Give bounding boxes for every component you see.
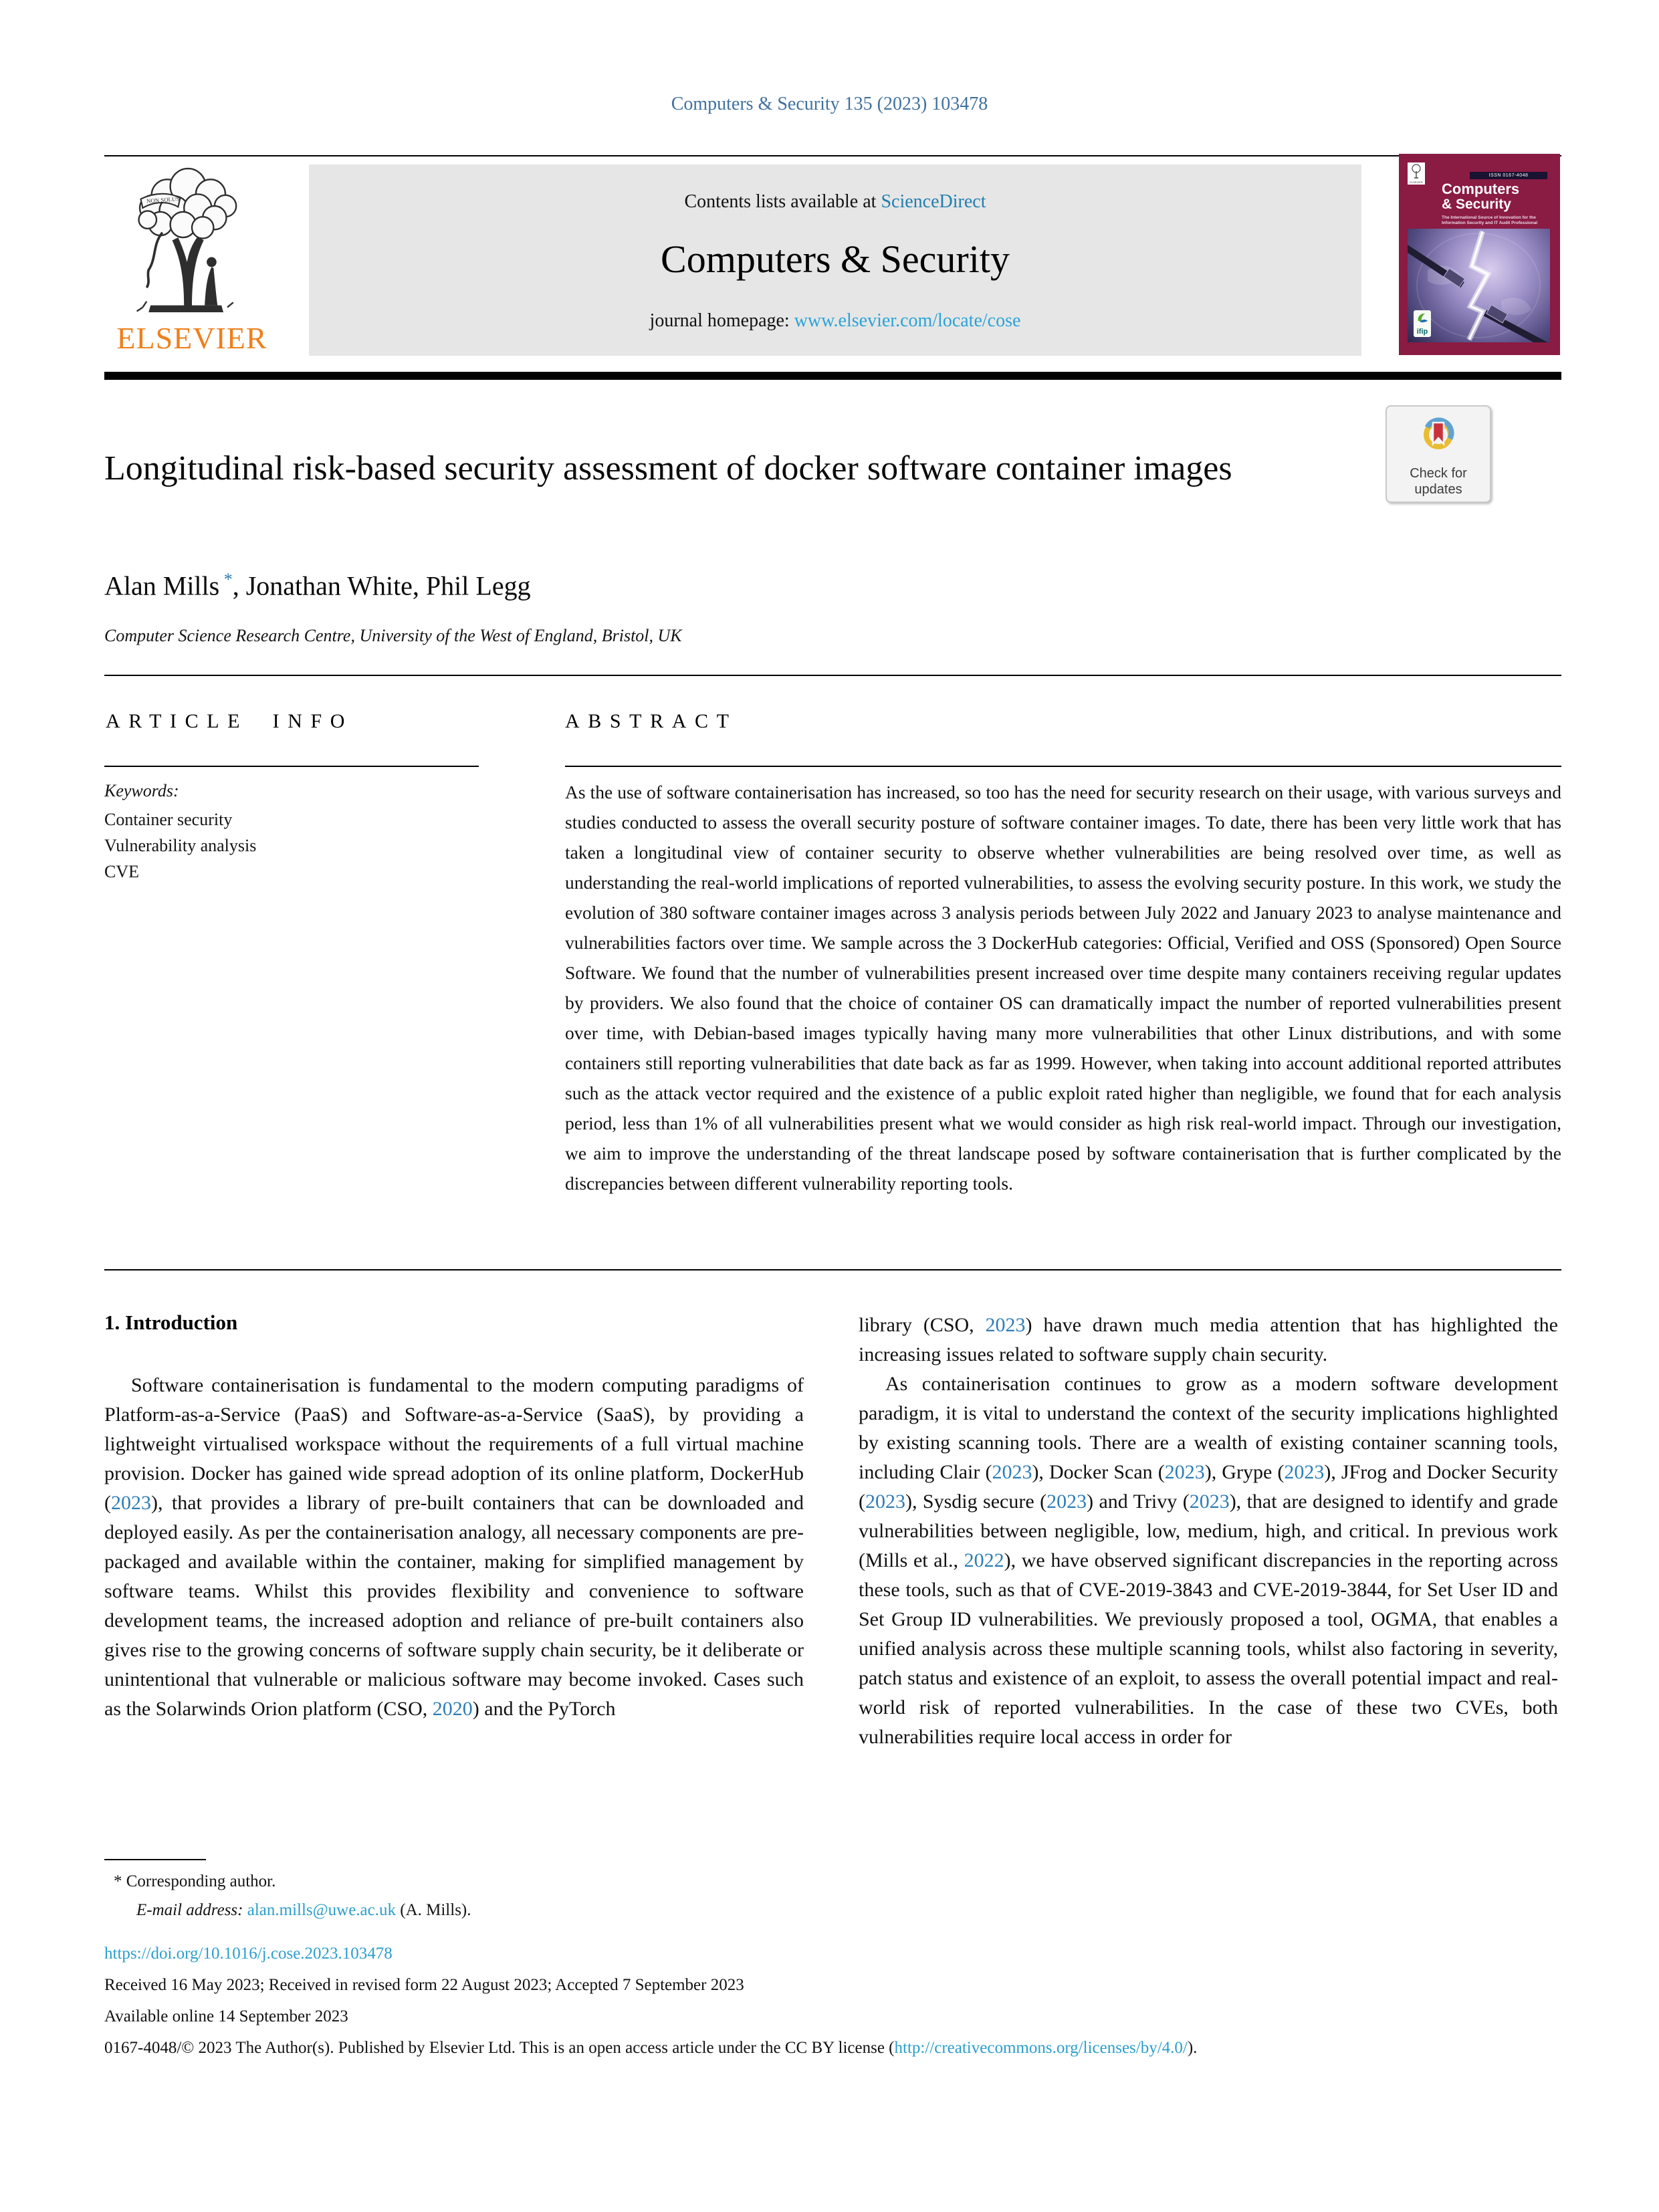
header-black-bar bbox=[104, 372, 1561, 380]
text-span: (A. Mills). bbox=[396, 1901, 471, 1919]
text-span: , Jonathan White, Phil Legg bbox=[232, 570, 531, 601]
affiliation: Computer Science Research Centre, University of the West of England, Bristol, UK bbox=[104, 626, 682, 645]
text-span: ), JFrog and Docker Security ( bbox=[859, 1461, 1559, 1513]
text-span: ) have drawn much media attention that has highlighted the increasing issues related to software supply chain security. bbox=[859, 1314, 1558, 1365]
journal-citation: Computers & Security 135 (2023) 103478 bbox=[671, 94, 988, 114]
elsevier-wordmark: ELSEVIER bbox=[116, 321, 267, 355]
contents-line bbox=[309, 191, 1361, 213]
text-span: ) and Trivy ( bbox=[1087, 1490, 1190, 1513]
article-title: Longitudinal risk-based security assessment of docker software container images bbox=[104, 449, 1232, 487]
text-span: Software containerisation is fundamental to the modern computing paradigms of Platform-as-a-Service (PaaS) and Software-as-a-Service (SaaS), by providing a lightweight virtualised workspace without the requirements of a full virtual machine provision. Docker has gained wide spread adoption of its online platform, DockerHub ( bbox=[104, 1374, 804, 1514]
available-online: Available online 14 September 2023 bbox=[104, 2007, 348, 2025]
text-span: Alan Mills bbox=[104, 570, 220, 601]
cover-title-line2: & Security bbox=[1442, 197, 1511, 212]
inline-link[interactable]: 2023 bbox=[1046, 1490, 1087, 1513]
text-span: ). bbox=[1187, 2039, 1198, 2057]
abstract-text: As the use of software containerisation has increased, so too has the need for security research on their usage, with various surveys and studies conducted to assess the overall security posture of software container images. To date, there has been very little work that has taken a longitudinal view of container security to observe whether vulnerabilities are being resolved over time, as well as understanding the real-world implications of reported vulnerabilities, to assess the evolving security posture. In this work, we study the evolution of 380 software container images across 3 analysis periods between July 2022 and January 2023 to analyse maintenance and vulnerabilities factors over time. We sample across the 3 DockerHub categories: Official, Verified and OSS (Sponsored) Open Source Software. We found that the number of vulnerabilities present increased over time despite many containers receiving regular updates by providers. We also found that the choice of container OS can dramatically impact the number of reported vulnerabilities present over time, with Debian-based images typically having many more vulnerabilities that other Linux distributions, and with some containers still reporting vulnerabilities that date back as far as 1999. However, when taking into account additional reported attributes such as the attack vector required and the existence of a public exploit rated higher than negligible, we found that for each analysis period, less than 1% of all vulnerabilities present what we would consider as high risk real-world impact. Through our investigation, we aim to improve the understanding of the threat landscape posed by software containerisation that is further complicated by the discrepancies between different vulnerability reporting tools. bbox=[565, 782, 1561, 1194]
keyword-item: Container security bbox=[104, 810, 233, 829]
inline-link[interactable]: 2023 bbox=[865, 1490, 905, 1513]
abstract-rule bbox=[565, 766, 1561, 767]
inline-link[interactable]: alan.mills@uwe.ac.uk bbox=[247, 1901, 396, 1919]
header-top-rule bbox=[104, 155, 1561, 156]
text-span: ), Grype ( bbox=[1204, 1461, 1285, 1483]
author-list bbox=[104, 570, 1107, 601]
check-for-updates-icon bbox=[1418, 415, 1459, 464]
homepage-line bbox=[309, 310, 1361, 332]
cover-title-line1: Computers bbox=[1442, 181, 1520, 197]
inline-link[interactable]: 2023 bbox=[1284, 1461, 1325, 1483]
intro-right-column bbox=[859, 1311, 1558, 1752]
text-span: ), that provides a library of pre-built containers that can be downloaded and deployed easily. As per the containerisation analogy, all necessary components are pre-packaged and available within the container, making for simplified management by software teams. Whilst this provides flexibility and convenience to software development teams, the increased adoption and reliance of pre-built containers also gives rise to the growing concerns of software supply chain security, be it deliberate or unintentional that vulnerable or malicious software may become invoked. Cases such as the Solarwinds Orion platform (CSO, bbox=[104, 1492, 804, 1720]
cover-subtitle-line2: Information Security and IT Audit Professional bbox=[1442, 221, 1538, 225]
keywords-list bbox=[104, 806, 519, 885]
intro-paragraph-2 bbox=[859, 1369, 1558, 1752]
inline-link[interactable]: 2020 bbox=[432, 1698, 473, 1720]
article-footer bbox=[104, 1938, 1561, 2064]
intro-paragraph-1 bbox=[104, 1371, 804, 1724]
cover-elsevier-logo bbox=[1408, 162, 1425, 185]
inline-link[interactable]: * bbox=[219, 570, 233, 589]
ifip-badge bbox=[1414, 310, 1431, 337]
inline-link[interactable]: 2023 bbox=[1189, 1490, 1230, 1513]
doi-line bbox=[104, 1938, 1561, 1969]
sciencedirect-link[interactable]: ScienceDirect bbox=[881, 191, 986, 212]
badge-label-line2: updates bbox=[1414, 482, 1462, 497]
email-line bbox=[136, 1901, 471, 1920]
ifip-label: ifip bbox=[1416, 328, 1428, 336]
footnote-rule bbox=[104, 1859, 206, 1860]
journal-cover-thumbnail bbox=[1399, 154, 1560, 355]
cover-subtitle bbox=[1442, 215, 1549, 226]
text-span: ) and the PyTorch bbox=[472, 1698, 616, 1720]
journal-title: Computers & Security bbox=[661, 237, 1010, 281]
elsevier-tree-icon bbox=[123, 166, 261, 317]
cover-tree-icon bbox=[1409, 163, 1424, 179]
article-info-rule bbox=[104, 766, 479, 767]
elsevier-logo bbox=[104, 166, 280, 357]
keyword-item: Vulnerability analysis bbox=[104, 836, 257, 855]
text-span: E-mail address: bbox=[136, 1901, 243, 1919]
check-for-updates-badge[interactable] bbox=[1386, 405, 1491, 503]
section-top-rule bbox=[104, 675, 1561, 676]
intro-paragraph-1-continued bbox=[859, 1311, 1558, 1369]
intro-left-column bbox=[104, 1371, 804, 1724]
text-span: Contents lists available at bbox=[684, 191, 881, 212]
ifip-logo-icon bbox=[1416, 312, 1429, 324]
cover-subtitle-line1: The International Source of Innovation for the bbox=[1442, 215, 1536, 220]
keyword-item: CVE bbox=[104, 862, 139, 881]
text-span: library (CSO, bbox=[859, 1314, 986, 1336]
abstract-header: ABSTRACT bbox=[565, 710, 738, 732]
inline-link[interactable]: 2022 bbox=[964, 1549, 1004, 1571]
text-span: 0167-4048/© 2023 The Author(s). Published by Elsevier Ltd. This is an open access article under the CC BY license ( bbox=[104, 2039, 895, 2057]
article-info-header: ARTICLE INFO bbox=[106, 710, 354, 732]
journal-header-banner bbox=[309, 164, 1361, 356]
received-dates: Received 16 May 2023; Received in revised form 22 August 2023; Accepted 7 September 2023 bbox=[104, 1976, 744, 1994]
badge-label-line1: Check for bbox=[1410, 466, 1467, 481]
doi-link[interactable]: https://doi.org/10.1016/j.cose.2023.103478 bbox=[104, 1945, 393, 1963]
check-for-updates-label bbox=[1387, 465, 1490, 497]
introduction-heading: 1. Introduction bbox=[104, 1311, 238, 1334]
corresponding-author-note: * Corresponding author. bbox=[114, 1872, 276, 1890]
inline-link[interactable]: 2023 bbox=[985, 1314, 1026, 1336]
journal-homepage-link[interactable]: www.elsevier.com/locate/cose bbox=[794, 310, 1021, 331]
abstract-bottom-rule bbox=[104, 1269, 1561, 1270]
copyright-line bbox=[104, 2032, 1561, 2064]
text-span: As containerisation continues to grow as a modern software development paradigm, it is vital to understand the context of the security implications highlighted by existing scanning tools. There are a wealth of existing container scanning tools, including Clair ( bbox=[859, 1373, 1558, 1483]
non-solus-label: NON SOLUS bbox=[146, 195, 180, 205]
inline-link[interactable]: 2023 bbox=[1164, 1461, 1205, 1483]
keywords-label: Keywords: bbox=[104, 781, 179, 800]
cover-issn: ISSN 0167-4048 bbox=[1470, 172, 1547, 179]
inline-link[interactable]: 2023 bbox=[111, 1492, 151, 1514]
cover-photo bbox=[1408, 229, 1550, 342]
text-span: ), that are designed to identify and grade vulnerabilities between negligible, low, medium, high, and critical. In previous work (Mills et al., bbox=[859, 1490, 1558, 1571]
inline-link[interactable]: 2023 bbox=[992, 1461, 1032, 1483]
text-span: journal homepage: bbox=[649, 310, 794, 331]
text-span: ), we have observed significant discrepancies in the reporting across these tools, such as that of CVE-2019-3843 and CVE-2019-3844, for Set User ID and Set Group ID vulnerabilities. We previously proposed a tool, OGMA, that enables a unified analysis across these multiple scanning tools, whilst also factoring in severity, patch status and existence of an exploit, to assess the overall potential impact and real-world risk of reported vulnerabilities. In the case of these two CVEs, both vulnerabilities require local access in order for bbox=[859, 1549, 1558, 1748]
text-span: ), Docker Scan ( bbox=[1032, 1461, 1165, 1483]
text-span: ), Sysdig secure ( bbox=[905, 1490, 1047, 1513]
inline-link[interactable]: http://creativecommons.org/licenses/by/4.0/ bbox=[894, 2039, 1188, 2057]
cover-elsevier-text: ELSEVIER bbox=[1410, 181, 1423, 184]
